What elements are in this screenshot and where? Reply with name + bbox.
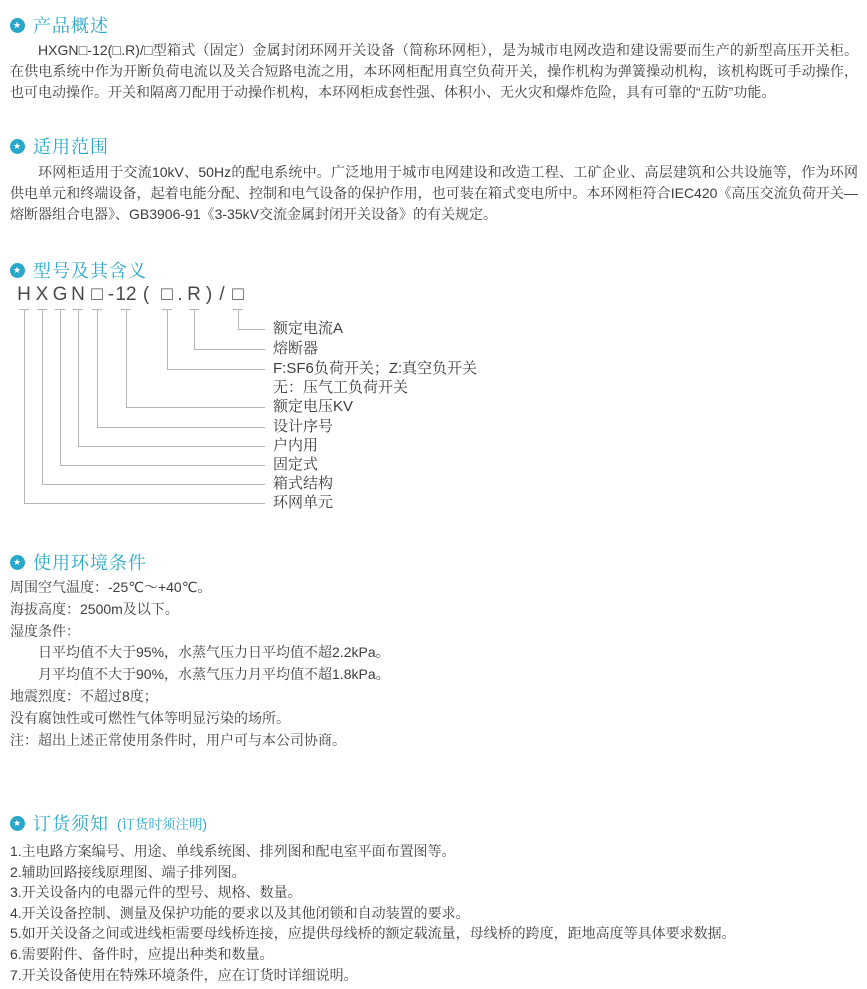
env-condition-line: 月平均值不大于90%，水蒸气压力月平均值不超1.8kPa。 — [38, 666, 390, 683]
leader-line — [78, 446, 265, 447]
ordering-item: 3.开关设备内的电器元件的型号、规格、数量。 — [10, 884, 302, 901]
ordering-item: 2.辅助回路接线原理图、端子排列图。 — [10, 863, 246, 880]
model-code-token: H — [17, 284, 31, 305]
model-meaning-label: 熔断器 — [273, 340, 319, 357]
model-meaning-label: 环网单元 — [273, 494, 334, 511]
leader-line — [42, 309, 43, 484]
ordering-items-list — [10, 841, 858, 985]
env-condition-line: 周围空气温度：-25℃～+40℃。 — [10, 579, 212, 595]
leader-line — [97, 427, 265, 428]
star-circle-icon: ★ — [10, 139, 25, 154]
star-circle-icon: ★ — [10, 816, 25, 831]
section-header-ordering — [10, 810, 207, 836]
leader-line — [126, 309, 127, 407]
model-meaning-label: 箱式结构 — [273, 475, 334, 492]
leader-line — [194, 349, 265, 350]
model-meaning-label: 户内用 — [273, 437, 319, 454]
scope-paragraph: 环网柜适用于交流10kV、50Hz的配电系统中。广泛地用于城市电网建设和改造工程、工矿企业、高层建筑和公共设施等，作为环网供电单元和终端设备，起着电能分配、控制和电气设备的保护作用，也可装在箱式变电所中。本环网柜符合IEC420《高压交流负荷开关—熔断器组合电器》、GB3906-91《3-35kV交流金属封闭开关设备》的有关规定。 — [10, 164, 858, 222]
section-header-environment — [10, 549, 147, 575]
env-condition-line: 日平均值不大于95%，水蒸气压力日平均值不超2.2kPa。 — [38, 644, 390, 661]
environment-conditions-list — [10, 577, 850, 751]
model-code-token: □ — [232, 284, 244, 305]
ordering-item: 7.开关设备使用在特殊环境条件，应在订货时详细说明。 — [10, 966, 358, 983]
section-header-model — [10, 257, 147, 283]
model-meaning-label: 固定式 — [273, 456, 319, 473]
section-title-ordering: 订货须知 — [33, 814, 109, 834]
model-meaning-label: 额定电压KV — [273, 398, 354, 415]
section-title-model: 型号及其含义 — [33, 261, 147, 281]
model-meaning-label: 额定电流A — [273, 320, 344, 337]
env-condition-line: 注：超出上述正常使用条件时，用户可与本公司协商。 — [10, 731, 346, 748]
leader-line — [42, 484, 265, 485]
section-subtitle-ordering: (订货时须注明) — [117, 817, 207, 832]
leader-line — [167, 309, 168, 369]
section-title-scope: 适用范围 — [33, 137, 109, 157]
model-meaning-label: 无：压气工负荷开关 — [273, 379, 409, 396]
ordering-item: 4.开关设备控制、测量及保护功能的要求以及其他闭锁和自动装置的要求。 — [10, 904, 470, 921]
model-code-token: □ — [91, 284, 103, 305]
leader-line — [60, 309, 61, 465]
leader-line — [126, 407, 265, 408]
star-circle-icon: ★ — [10, 263, 25, 278]
model-code-token: ( — [142, 284, 150, 305]
model-code-token: / — [219, 284, 225, 305]
ordering-item: 5.如开关设备之间或进线柜需要母线桥连接，应提供母线桥的额定载流量，母线桥的跨度，距地高度等具体要求数据。 — [10, 925, 736, 942]
model-code-token: N — [71, 284, 85, 305]
model-code-token: - — [107, 284, 115, 305]
model-code-token: R — [187, 284, 201, 305]
ordering-item: 1.主电路方案编号、用途、单线系统图、排列图和配电室平面布置图等。 — [10, 843, 456, 859]
section-title-overview: 产品概述 — [33, 16, 109, 36]
model-code-token: X — [35, 284, 49, 305]
model-code-token: ) — [205, 284, 213, 305]
leader-line — [238, 329, 265, 330]
model-meaning-label: F:SF6负荷开关；Z:真空负开关 — [273, 360, 478, 377]
leader-line — [78, 309, 79, 446]
model-code-token: 12 — [115, 284, 137, 305]
model-meaning-diagram — [10, 306, 710, 518]
leader-line — [194, 309, 195, 349]
ordering-item: 6.需要附件、备件时，应提出种类和数量。 — [10, 945, 274, 962]
leader-line — [167, 369, 265, 370]
star-circle-icon: ★ — [10, 18, 25, 33]
model-meaning-label: 设计序号 — [273, 418, 334, 435]
leader-line — [24, 503, 265, 504]
model-code-token: □ — [161, 284, 173, 305]
section-header-scope — [10, 133, 109, 159]
env-condition-line: 地震烈度：不超过8度； — [10, 687, 158, 704]
model-code-token: . — [177, 284, 183, 305]
section-header-overview — [10, 12, 109, 38]
env-condition-line: 没有腐蚀性或可燃性气体等明显污染的场所。 — [10, 709, 290, 726]
model-code — [10, 284, 270, 308]
star-circle-icon: ★ — [10, 555, 25, 570]
leader-line — [97, 309, 98, 427]
leader-line — [60, 465, 265, 466]
model-code-token: G — [52, 284, 68, 305]
leader-line — [24, 309, 25, 503]
env-condition-line: 海拔高度：2500m及以下。 — [10, 600, 179, 617]
overview-paragraph: HXGN□-12(□.R)/□型箱式（固定）金属封闭环网开关设备（简称环网柜），是为城市电网改造和建设需要而生产的新型高压开关柜。在供电系统中作为开断负荷电流以及关合短路电流之用，本环网柜配用真空负荷开关，操作机构为弹簧操动机构，该机构既可手动操作，也可电动操作。开关和隔离刀配用于动操作机构，本环网柜成套性强、体积小、无火灾和爆炸危险，具有可靠的“五防”功能。 — [10, 42, 858, 100]
section-title-environment: 使用环境条件 — [33, 553, 147, 573]
leader-line — [238, 309, 239, 329]
env-condition-line: 湿度条件： — [10, 622, 80, 639]
